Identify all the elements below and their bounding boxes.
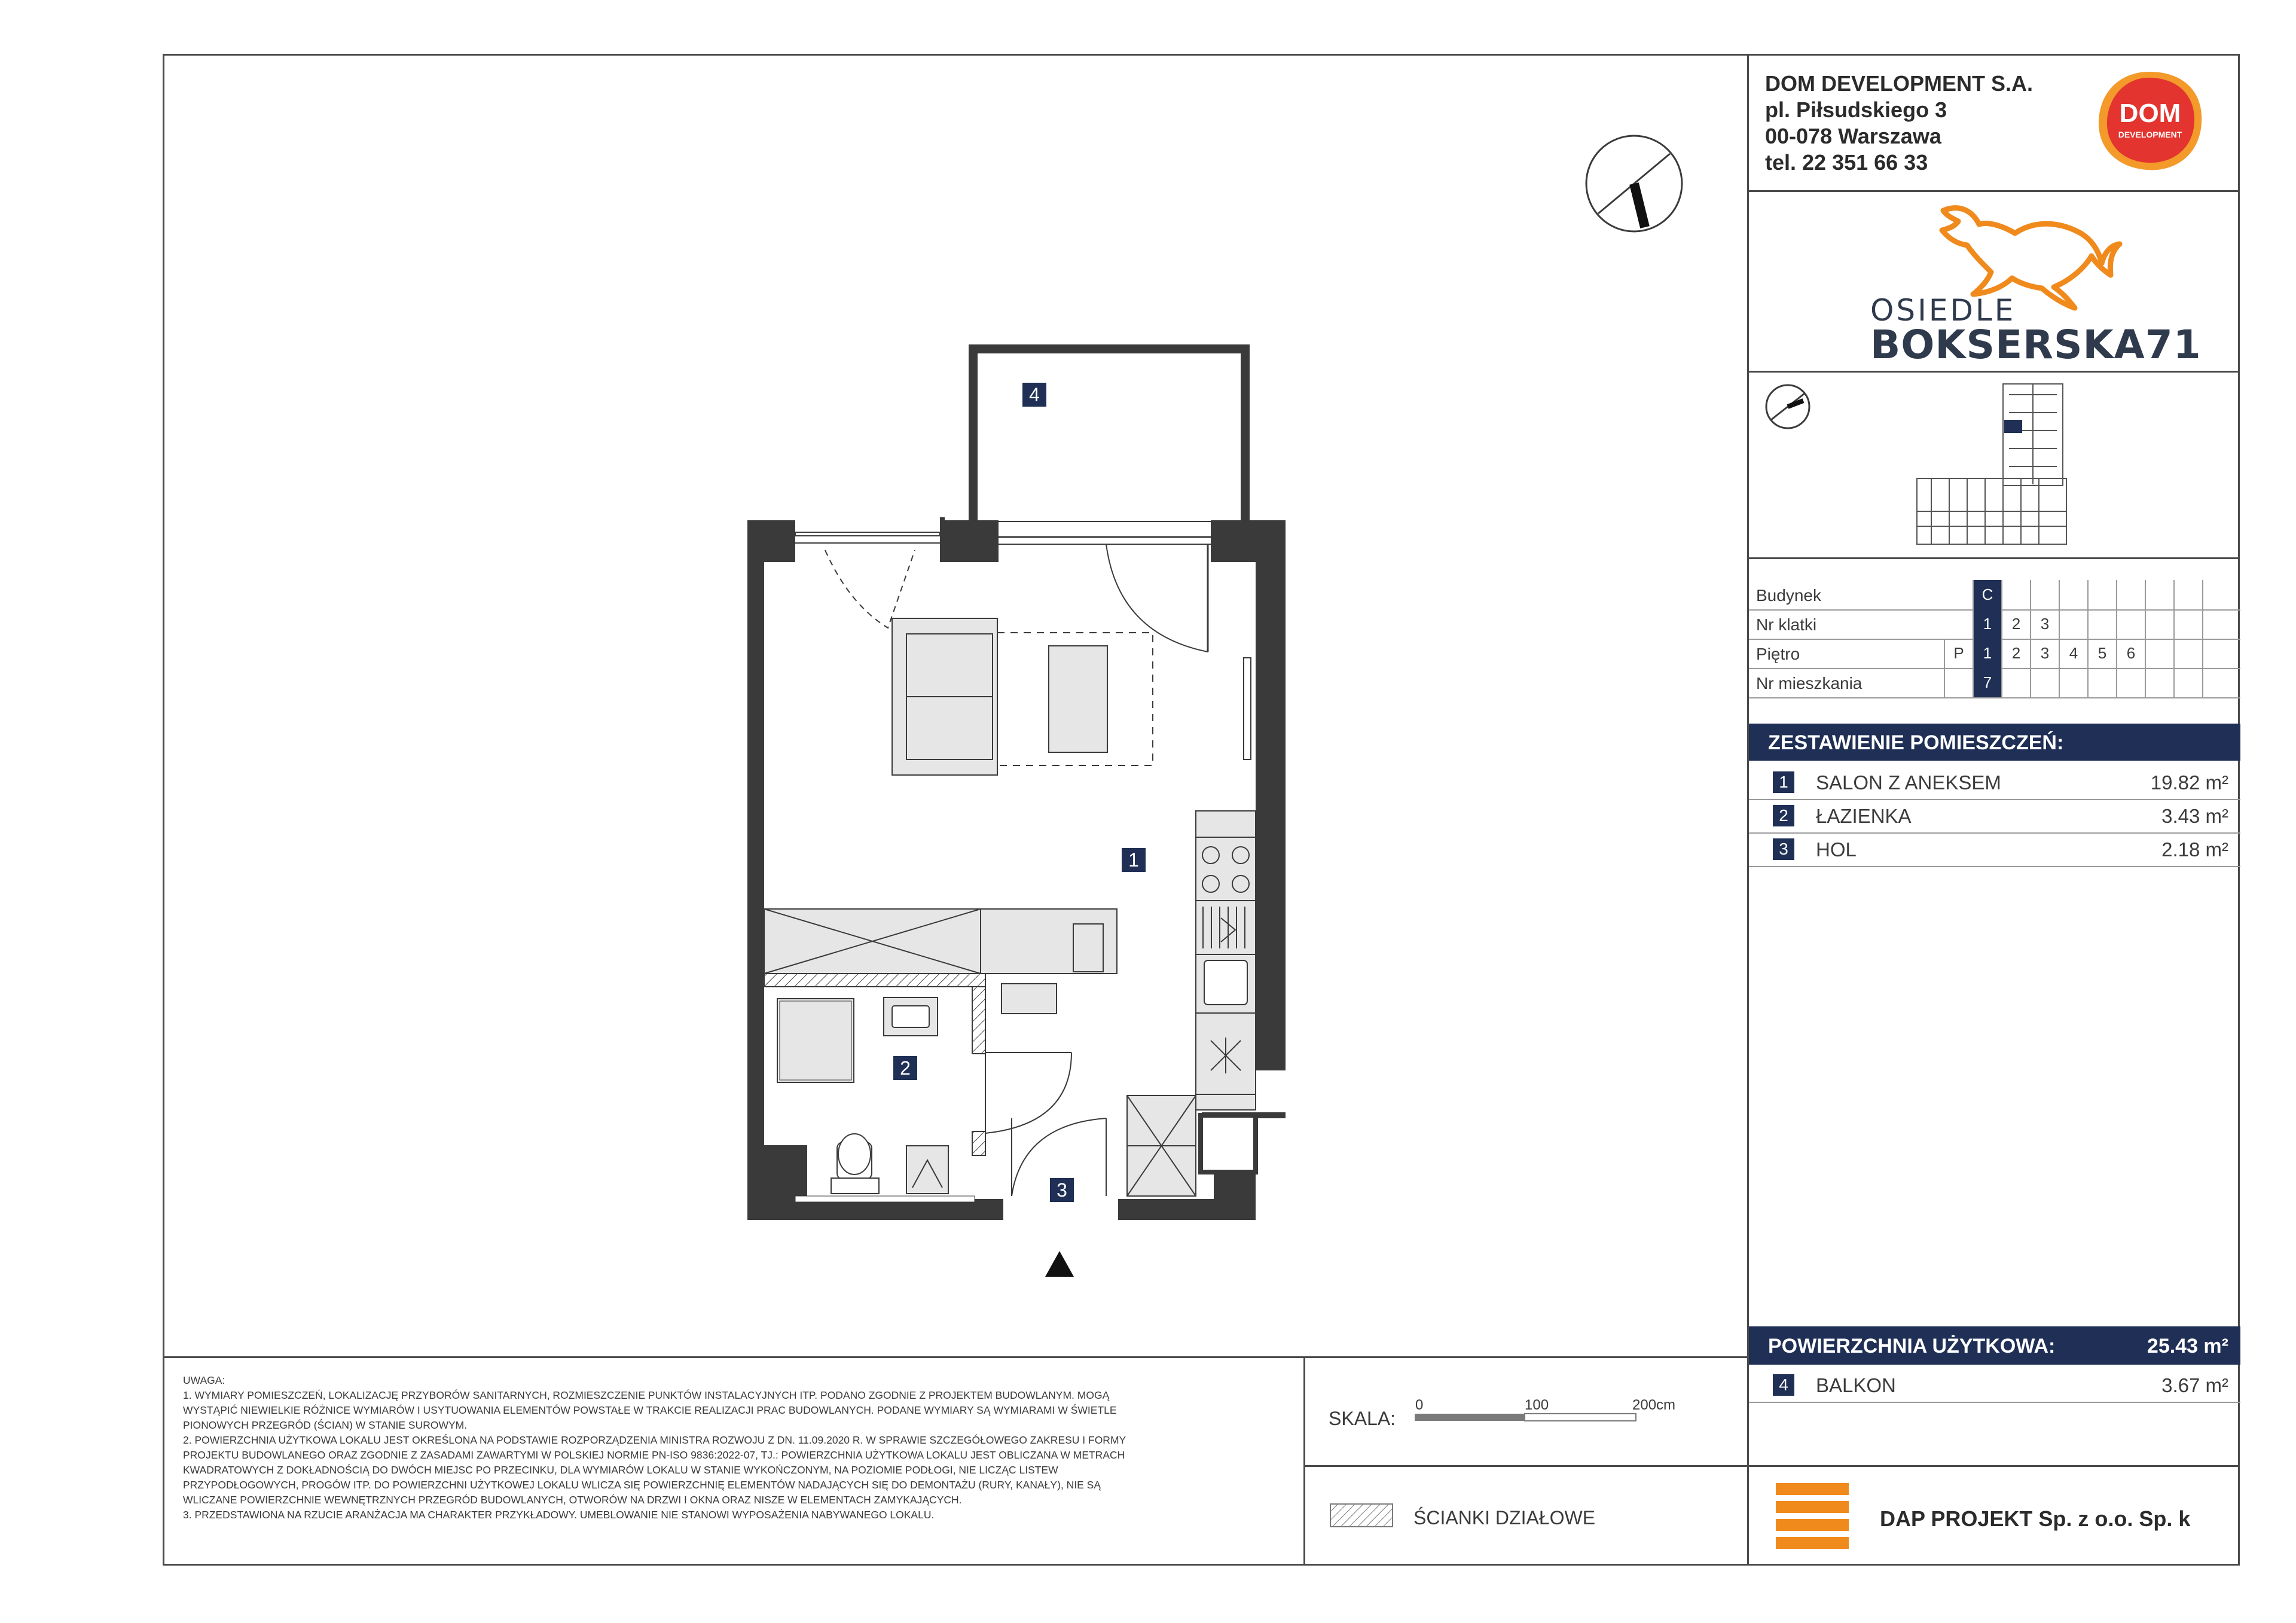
bathroom-door xyxy=(985,1052,1071,1133)
info-cell xyxy=(2145,580,2173,609)
mieszkanie-value: 7 xyxy=(1973,668,2001,697)
room-number: 2 xyxy=(1773,805,1794,826)
info-cell xyxy=(2116,580,2145,609)
scale-tick-100: 100 xyxy=(1525,1397,1549,1413)
company-address-city: 00-078 Warszawa xyxy=(1765,124,1941,148)
notes-line: PRZYPODŁOGOWYCH, PROGÓW ITP. DO POWIERZCHNI UŻYTKOWEJ LOKALU WLICZA SIĘ POWIERZCHNIĘ ELEMENTÓW NADAJĄCYCH SIĘ DO DEMONTAŻU (RURY, KANAŁY), NIE SĄ xyxy=(183,1479,1101,1491)
info-cell xyxy=(2059,609,2087,639)
company-name: DOM DEVELOPMENT S.A. xyxy=(1765,71,2034,96)
info-row-klatka xyxy=(1749,609,2240,640)
exterior-wall-lower xyxy=(807,1112,1286,1220)
info-row-budynek xyxy=(1749,580,2240,611)
plan-label-living: 1 xyxy=(1122,848,1146,872)
kitchen-sink xyxy=(1204,960,1247,1005)
dom-logo-subtext: DEVELOPMENT xyxy=(2118,130,2182,139)
usable-area-bar xyxy=(1749,1326,2240,1365)
notes-line: PIONOWYCH PRZEGRÓD (ŚCIAN) W STANIE SUROWYM. xyxy=(183,1419,468,1431)
notes-line: WYSTĄPIĆ NIEWIELKIE RÓŻNICE WYMIARÓW I USYTUOWANIA ELEMENTÓW POWSTAŁE W TRAKCIE REALIZACJI PRAC BUDOWLANYCH. PODANE WYMIARY SĄ WYMIARAMI W ŚWIETLE xyxy=(183,1404,1117,1416)
info-cell xyxy=(2087,668,2116,697)
balcony-door xyxy=(999,537,1211,652)
info-cell xyxy=(2173,580,2202,609)
company-address-street: pl. Piłsudskiego 3 xyxy=(1765,97,1947,122)
pietro-value-2: 2 xyxy=(2001,639,2030,668)
notes-line: KWADRATOWYCH Z DOKŁADNOŚCIĄ DO DWÓCH MIEJSC PO PRZECINKU, DLA WYMIARÓW LOKALU W STANIE WYKOŃCZONYM, NA POZIOMIE PODŁOGI, NIE LICZĄC LISTEW xyxy=(183,1464,1058,1476)
balcony-name: BALKON xyxy=(1816,1374,1896,1396)
scale-tick-200: 200cm xyxy=(1632,1397,1676,1413)
pietro-value-1: 1 xyxy=(1973,639,2001,668)
scale-divider xyxy=(1303,1356,1305,1566)
notes-title: UWAGA: xyxy=(183,1374,225,1386)
room-name: ŁAZIENKA xyxy=(1816,805,1912,827)
key-plan xyxy=(1913,383,2081,550)
klatka-value-3: 3 xyxy=(2030,609,2059,639)
pietro-value-p: P xyxy=(1944,639,1973,668)
info-cell xyxy=(2202,639,2231,668)
info-cell xyxy=(2145,609,2173,639)
pietro-value-3: 3 xyxy=(2030,639,2059,668)
balcony-outline xyxy=(969,344,1250,521)
company-phone: tel. 22 351 66 33 xyxy=(1765,150,1928,175)
floor-plan xyxy=(735,335,1286,1292)
keyplan-divider xyxy=(1747,557,2240,559)
radiator xyxy=(1244,658,1251,759)
scale-bar xyxy=(1415,1413,1637,1422)
info-cell xyxy=(2116,668,2145,697)
wardrobe xyxy=(1127,1096,1196,1196)
scale-tick-0: 0 xyxy=(1415,1397,1424,1413)
info-cell xyxy=(2030,668,2059,697)
info-cell xyxy=(2173,639,2202,668)
brand-number: 71 xyxy=(2145,322,2202,368)
dap-projekt-logo xyxy=(1776,1483,1849,1550)
plan-label-bathroom: 2 xyxy=(893,1056,917,1080)
pietro-value-5: 5 xyxy=(2087,639,2116,668)
budynek-label: Budynek xyxy=(1756,586,1821,605)
notes-divider xyxy=(163,1356,1748,1358)
window-top xyxy=(795,532,940,628)
pietro-value-6: 6 xyxy=(2116,639,2145,668)
klatka-label: Nr klatki xyxy=(1756,615,1817,634)
usable-area-label: POWIERZCHNIA UŻYTKOWA: xyxy=(1768,1335,2056,1357)
plan-label-hall: 3 xyxy=(1050,1178,1074,1202)
rooms-header-label: ZESTAWIENIE POMIESZCZEŃ: xyxy=(1768,731,2064,754)
info-cell xyxy=(2001,668,2030,697)
usable-area-value: 25.43 m² xyxy=(2147,1335,2228,1357)
scale-label: SKALA: xyxy=(1329,1408,1396,1429)
info-row-pietro xyxy=(1749,639,2240,669)
info-cell xyxy=(2001,580,2030,609)
company-info xyxy=(1765,71,2033,176)
klatka-value-2: 2 xyxy=(2001,609,2030,639)
entrance-arrow-icon xyxy=(1045,1251,1074,1277)
plan-label-balcony: 4 xyxy=(1022,383,1046,407)
room-area: 2.18 m² xyxy=(2161,838,2228,861)
notes-line: WLICZANE POWIERZCHNIE WEWNĘTRZNYCH PRZEGRÓD BUDOWLANYCH, OTWORÓW NA DRZWI I OKNA ORAZ NISZE W ELEMENTACH ZAMYKAJĄCYCH. xyxy=(183,1494,962,1506)
info-cell xyxy=(2202,609,2231,639)
info-cell xyxy=(2145,639,2173,668)
brand-line2 xyxy=(1870,322,2202,368)
brand-name: BOKSERSKA xyxy=(1870,322,2145,368)
mieszkanie-label: Nr mieszkania xyxy=(1756,674,1863,692)
notes-line: 3. PRZEDSTAWIONA NA RZUCIE ARANŻACJA MA CHARAKTER PRZYKŁADOWY. UMEBLOWANIE NIE STANOWI WYPOSAŻENIA NABYWANEGO LOKALU. xyxy=(183,1509,935,1521)
info-row-mieszkanie xyxy=(1749,668,2240,698)
designer-name: DAP PROJEKT Sp. z o.o. Sp. k xyxy=(1880,1506,2191,1531)
room-row xyxy=(1749,832,2240,867)
room-name: SALON Z ANEKSEM xyxy=(1816,771,2001,794)
room-name: HOL xyxy=(1816,838,1857,861)
info-cell xyxy=(2116,609,2145,639)
key-plan-unit-marker xyxy=(2004,420,2022,433)
dom-logo-text: DOM xyxy=(2119,99,2181,128)
notes-line: 2. POWIERZCHNIA UŻYTKOWA LOKALU JEST OKREŚLONA NA PODSTAWIE ROZPORZĄDZENIA MINISTRA ROZWOJU Z DN. 11.09.2020 R. W SPRAWIE SZCZEGÓŁOWEGO ZAKRESU I FORMY xyxy=(183,1434,1126,1446)
coffee-table xyxy=(1049,646,1107,752)
dom-development-logo xyxy=(2093,67,2206,175)
room-number: 1 xyxy=(1773,771,1794,793)
info-cell xyxy=(2030,580,2059,609)
budynek-value: C xyxy=(1973,580,2001,609)
partition-legend-swatch xyxy=(1330,1503,1393,1527)
info-cell xyxy=(2173,668,2202,697)
balcony-number: 4 xyxy=(1773,1374,1794,1396)
pietro-value-4: 4 xyxy=(2059,639,2087,668)
partition-legend-label: ŚCIANKI DZIAŁOWE xyxy=(1413,1507,1596,1529)
room-area: 19.82 m² xyxy=(2150,771,2228,794)
brand-line1: OSIEDLE xyxy=(1870,293,2016,328)
notes-line: PROJEKTU BUDOWLANEGO ORAZ ZGODNIE Z ZASADAMI ZAWARTYMI W POLSKIEJ NORMIE PN-ISO 9836:2022-07, TJ.: POWIERZCHNIA UŻYTKOWA LOKALU JEST OBLICZANA W METRACH xyxy=(183,1449,1125,1461)
room-number: 3 xyxy=(1773,838,1794,860)
info-cell xyxy=(2059,580,2087,609)
designer-divider xyxy=(1747,1465,2240,1467)
rooms-header xyxy=(1749,724,2240,761)
room-row xyxy=(1749,799,2240,834)
balcony-row xyxy=(1749,1368,2240,1403)
info-cell xyxy=(2087,580,2116,609)
notes-line: 1. WYMIARY POMIESZCZEŃ, LOKALIZACJĘ PRZYBORÓW SANITARNYCH, ROZMIESZCZENIE PUNKTÓW INSTALACYJNYCH ITP. PODANO ZGODNIE Z PROJEKTEM BUDOWLANYM. MOGĄ xyxy=(183,1389,1110,1401)
room-row xyxy=(1749,765,2240,800)
brand-divider xyxy=(1747,371,2240,373)
info-cell xyxy=(2173,609,2202,639)
room-area: 3.43 m² xyxy=(2161,805,2228,827)
compass-icon xyxy=(1583,133,1685,234)
klatka-value-1: 1 xyxy=(1973,609,2001,639)
balcony-area: 3.67 m² xyxy=(2161,1374,2228,1396)
brand-logo xyxy=(1824,191,2202,371)
keyplan-compass-icon xyxy=(1764,383,1812,431)
dining-table xyxy=(764,909,1117,1014)
pietro-label: Piętro xyxy=(1756,645,1800,663)
info-cell xyxy=(1944,668,1973,697)
scale-legend-divider xyxy=(1303,1465,1748,1467)
info-cell xyxy=(2202,580,2231,609)
sofa xyxy=(892,618,997,775)
info-cell xyxy=(2087,609,2116,639)
notes-block xyxy=(183,1373,1292,1523)
info-cell xyxy=(2202,668,2231,697)
info-cell xyxy=(2059,668,2087,697)
info-cell xyxy=(2145,668,2173,697)
